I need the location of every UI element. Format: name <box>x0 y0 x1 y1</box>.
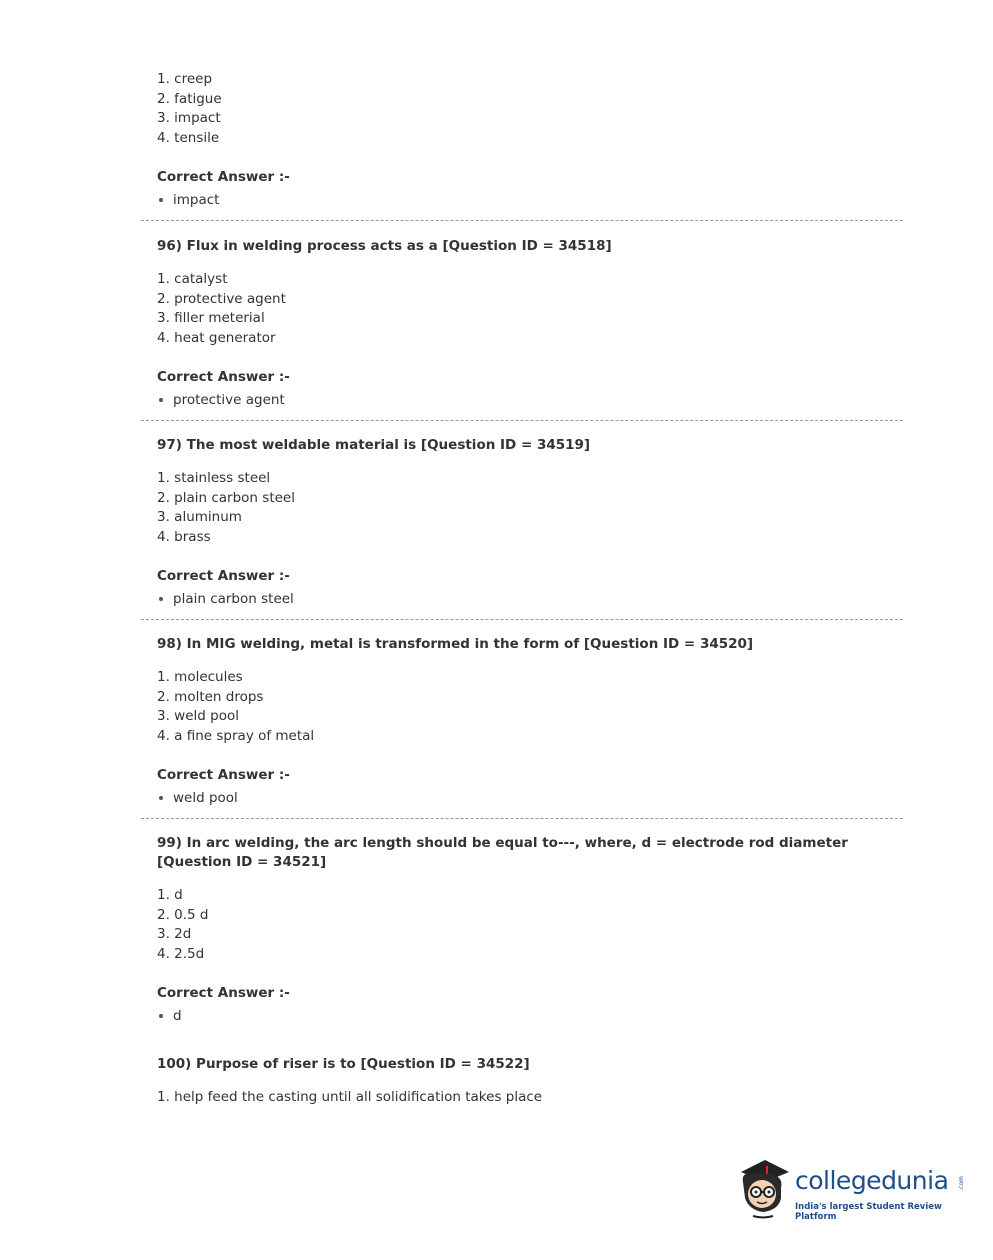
correct-answer-label: Correct Answer :- <box>157 985 290 1001</box>
correct-answer-text: weld pool <box>173 790 238 806</box>
question-paper <box>157 70 887 1108</box>
divider <box>141 818 903 819</box>
options-list <box>157 668 887 746</box>
options-list-prev <box>157 70 887 148</box>
option: 3. filler meterial <box>157 310 265 326</box>
student-mascot-icon <box>735 1152 795 1222</box>
correct-answer-text: d <box>173 1008 182 1024</box>
logo-tagline: India's largest Student Review Platform <box>795 1202 942 1222</box>
correct-answer <box>157 391 887 409</box>
correct-answer-label: Correct Answer :- <box>157 568 290 584</box>
bullet-icon <box>159 1014 163 1018</box>
correct-answer-text: protective agent <box>173 392 285 408</box>
option: 4. a fine spray of metal <box>157 727 315 744</box>
logo-suffix: .com <box>957 1176 965 1191</box>
option: 4. 2.5d <box>157 945 205 962</box>
divider <box>141 220 903 221</box>
option: 1. molecules <box>157 669 243 685</box>
correct-answer-label: Correct Answer :- <box>157 767 290 783</box>
option: 3. weld pool <box>157 708 239 724</box>
option: 1. d <box>157 887 183 903</box>
options-list <box>157 270 887 348</box>
option: 3. aluminum <box>157 509 242 525</box>
option: 4. tensile <box>157 129 220 146</box>
options-list <box>157 886 887 964</box>
correct-answer-label: Correct Answer :- <box>157 169 290 185</box>
question-title: 96) Flux in welding process acts as a [Question ID = 34518] <box>157 238 612 254</box>
option: 1. creep <box>157 71 213 87</box>
option: 3. impact <box>157 110 221 126</box>
option: 4. brass <box>157 528 211 545</box>
bullet-icon <box>159 198 163 202</box>
options-list <box>157 469 887 547</box>
divider <box>141 420 903 421</box>
option: 2. fatigue <box>157 90 222 107</box>
bullet-icon <box>159 597 163 601</box>
option: 1. stainless steel <box>157 470 271 486</box>
option: 3. 2d <box>157 926 192 942</box>
correct-answer-text: plain carbon steel <box>173 591 294 607</box>
option: 4. heat generator <box>157 329 276 346</box>
correct-answer <box>157 789 887 807</box>
divider <box>141 619 903 620</box>
option: 1. help feed the casting until all solidification takes place <box>157 1089 543 1105</box>
correct-answer-label: Correct Answer :- <box>157 369 290 385</box>
question-title: 98) In MIG welding, metal is transformed in the form of [Question ID = 34520] <box>157 636 754 652</box>
question-title: 99) In arc welding, the arc length should be equal to---, where, d = electrode rod diameter [Question ID = 34521] <box>157 835 848 870</box>
question-title: 97) The most weldable material is [Question ID = 34519] <box>157 437 591 453</box>
correct-answer-text: impact <box>173 192 220 208</box>
bullet-icon <box>159 398 163 402</box>
correct-answer <box>157 590 887 608</box>
option: 2. plain carbon steel <box>157 489 295 506</box>
option: 2. protective agent <box>157 290 286 307</box>
option: 1. catalyst <box>157 271 228 287</box>
logo-name: collegedunia <box>795 1166 949 1195</box>
option: 2. molten drops <box>157 688 264 705</box>
bullet-icon <box>159 796 163 800</box>
correct-answer <box>157 191 887 209</box>
options-list <box>157 1088 887 1108</box>
question-title: 100) Purpose of riser is to [Question ID = 34522] <box>157 1056 530 1072</box>
collegedunia-logo <box>735 1152 965 1222</box>
correct-answer <box>157 1007 887 1025</box>
option: 2. 0.5 d <box>157 906 209 923</box>
